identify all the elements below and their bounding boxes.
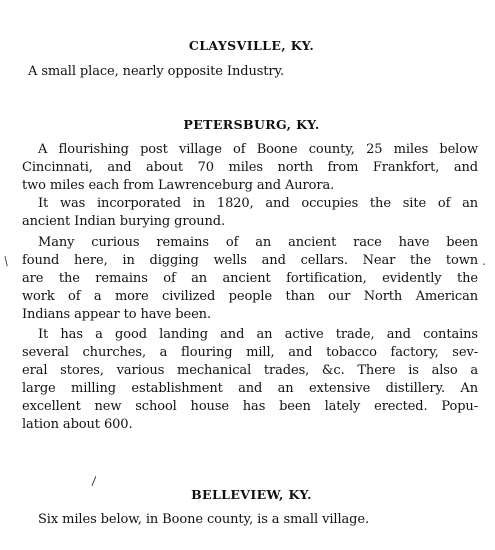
stray-mark: /	[0, 253, 12, 269]
text-line: several churches, a flouring mill, and tobacco factory, sev-	[22, 345, 478, 360]
text-line: Many curious remains of an ancient race have been	[38, 235, 478, 250]
section-heading-claysville: CLAYSVILLE, KY.	[188, 38, 315, 53]
text-line: Cincinnati, and about 70 miles north from Frankfort, and	[22, 160, 478, 175]
stray-mark: .	[482, 254, 486, 268]
text-line: are the remains of an ancient fortification, evidently the	[22, 271, 478, 286]
text-line: It has a good landing and an active trade, and contains	[38, 327, 478, 342]
text-line: A flourishing post village of Boone county, 25 miles below	[38, 142, 478, 157]
section-heading-belleview: BELLEVIEW, KY.	[191, 487, 312, 502]
text-line: lation about 600.	[22, 417, 133, 432]
text-line: large milling establishment and an extensive distillery. An	[22, 381, 478, 396]
text-line: A small place, nearly opposite Industry.	[28, 64, 285, 79]
text-line: It was incorporated in 1820, and occupies the site of an	[38, 196, 478, 211]
text-line: two miles each from Lawrenceburg and Aurora.	[22, 178, 335, 193]
text-line: found here, in digging wells and cellars. Near the town	[22, 253, 478, 268]
stray-mark: \	[87, 474, 101, 488]
text-line: Six miles below, in Boone county, is a small village.	[38, 512, 369, 527]
text-line: work of a more civilized people than our North American	[22, 289, 478, 304]
text-line: ancient Indian burying ground.	[22, 214, 226, 229]
text-line: Indians appear to have been.	[22, 307, 211, 322]
section-heading-petersburg: PETERSBURG, KY.	[183, 117, 320, 132]
text-line: excellent new school house has been lately erected. Popu-	[22, 399, 478, 414]
text-line: eral stores, various mechanical trades, &c. There is also a	[22, 363, 478, 378]
